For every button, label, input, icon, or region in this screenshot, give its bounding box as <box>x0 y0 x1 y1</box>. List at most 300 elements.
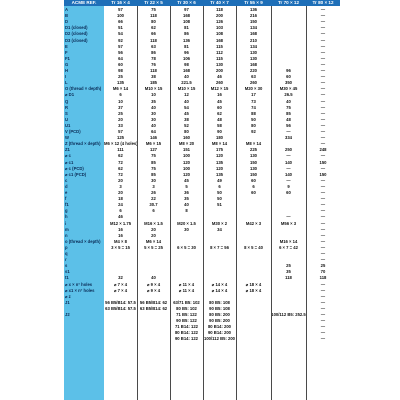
table-cell: 130 <box>250 55 257 61</box>
table-cell: 220 <box>250 68 257 73</box>
table-cell: — <box>320 312 326 317</box>
table-cell: 62 <box>118 165 123 171</box>
table-cell: — <box>320 251 326 256</box>
table-cell: 80 B5: 102 <box>176 305 197 311</box>
row-label: e <box>65 190 68 195</box>
row-label: Z1 <box>65 147 70 153</box>
table-cell: 80 <box>184 129 189 134</box>
table-cell: 63 <box>151 43 156 49</box>
table-cell: 22 <box>151 196 156 202</box>
table-cell: 80 B5: 108 <box>209 299 230 305</box>
row-label: ⌀ x × n° holes <box>65 281 93 287</box>
table-cell: 146 <box>150 135 157 141</box>
table-cell: 75 <box>286 104 291 110</box>
table-cell: — <box>320 287 326 293</box>
row-label: A <box>65 7 69 12</box>
table-cell: 100/112 B5: 252.5 <box>271 312 306 317</box>
table-cell: 136 <box>183 37 190 43</box>
column-header: Tr 80 × 12 <box>312 0 334 5</box>
table-cell: 70 <box>320 269 326 275</box>
table-cell: 90 B14: 200 <box>207 330 232 336</box>
table-cell: 3 <box>152 183 155 189</box>
table-cell: — <box>320 336 326 342</box>
table-cell: 118 <box>216 7 223 12</box>
table-cell: 63 <box>251 74 256 80</box>
table-cell: 10 <box>151 92 156 98</box>
table-cell: — <box>320 68 326 73</box>
table-cell: — <box>320 104 326 110</box>
table-cell: 62 <box>118 153 123 159</box>
table-cell: 25 <box>286 263 291 269</box>
table-cell: 6 <box>252 183 255 189</box>
table-cell: 130 <box>250 165 257 171</box>
row-label <box>65 336 104 342</box>
table-cell: 66 <box>151 31 156 37</box>
table-cell: 38 <box>151 74 156 80</box>
table-cell: 115 <box>216 43 223 49</box>
table-cell: 63 B5/B14: 57.5 <box>105 305 136 311</box>
table-cell: — <box>286 214 291 220</box>
table-cell: M8 × 14 <box>245 141 262 147</box>
row-label: f1 <box>65 202 69 208</box>
row-label: B <box>65 13 69 19</box>
table-cell: 30.7 <box>149 202 158 208</box>
table-cell: 62 <box>217 110 222 116</box>
table-cell: 135 <box>216 171 223 177</box>
column-divider <box>236 6 237 400</box>
table-cell: — <box>320 202 326 208</box>
table-cell: 76 <box>151 61 156 67</box>
table-cell: 8 × 7 = 56 <box>210 244 229 250</box>
table-cell: — <box>320 49 326 55</box>
table-cell: 38 <box>184 116 189 122</box>
row-label: s1 <box>65 269 70 275</box>
table-cell: 92 <box>118 37 123 43</box>
table-cell: 52 <box>184 122 189 128</box>
table-cell: 100/112 B5: 200 <box>204 336 235 342</box>
table-cell: 130 <box>250 49 257 55</box>
table-cell: 168 <box>216 37 223 43</box>
table-cell: 20 <box>118 116 123 122</box>
column-divider <box>137 6 138 400</box>
table-cell: 48 <box>286 116 291 122</box>
table-cell: 40 <box>151 104 156 110</box>
table-cell: 6 × 7 = 42 <box>279 244 298 250</box>
table-cell: M10 × 15 <box>177 86 196 92</box>
table-cell: 40 <box>184 202 189 208</box>
row-label: c <box>65 177 68 183</box>
row-label: ⌀ z <box>65 293 71 299</box>
table-cell: 40 <box>151 275 156 281</box>
column-header: Tr 30 × 6 <box>177 0 196 5</box>
table-cell: 16 <box>118 226 123 232</box>
table-cell: M20 × 1.5 <box>177 220 196 226</box>
table-cell: 126 <box>216 19 223 25</box>
table-cell: 63 B5/B14: 62 <box>139 305 168 311</box>
table-cell: 5 <box>185 183 188 189</box>
row-label: U <box>65 116 69 122</box>
table-cell: — <box>320 31 326 37</box>
table-cell: 100 <box>183 153 190 159</box>
table-cell: 56 <box>118 49 123 55</box>
table-cell: — <box>320 238 326 244</box>
table-cell: 150 <box>250 171 257 177</box>
table-cell: 46 <box>217 74 222 80</box>
table-cell: 225 <box>250 147 257 153</box>
table-cell: 160 <box>183 135 190 141</box>
table-cell: 134 <box>250 25 257 31</box>
table-cell: M8 × 14 <box>211 141 228 147</box>
table-cell: M12 × 1.75 <box>109 220 132 226</box>
table-cell: 16 <box>118 232 123 238</box>
table-cell: ⌀ 18 × 4 <box>245 287 262 293</box>
table-cell: 200 <box>216 68 223 73</box>
table-cell: ⌀ 11 × 4 <box>178 287 195 293</box>
table-cell: 30 <box>184 226 189 232</box>
row-label: I <box>65 74 67 80</box>
table-cell: 6 × 5 = 30 <box>177 244 196 250</box>
table-cell: 60 <box>251 177 256 183</box>
table-cell: 50 <box>217 190 222 195</box>
table-cell: 56 B5/B14: 57.5 <box>105 299 136 305</box>
catalog-table <box>64 0 340 400</box>
table-cell: 103 <box>216 25 223 31</box>
table-cell: — <box>320 141 326 147</box>
table-cell: 135 <box>216 159 223 165</box>
column-divider <box>271 6 272 400</box>
table-cell: 97 <box>184 7 189 12</box>
header-unit-label: ACME REF. <box>71 0 97 5</box>
table-cell: M6 × 14 <box>145 238 162 244</box>
table-cell: 9 <box>287 183 290 189</box>
table-cell: — <box>320 153 326 159</box>
table-cell: 140 <box>285 159 292 165</box>
row-label: d <box>65 183 68 189</box>
table-cell: 221.5 <box>181 80 192 86</box>
row-label: f <box>65 196 67 202</box>
table-cell: 75 <box>151 153 156 159</box>
table-cell: 60 <box>217 104 222 110</box>
table-row <box>64 336 340 342</box>
table-cell: — <box>320 116 326 122</box>
table-cell: 25 <box>118 74 123 80</box>
table-cell: — <box>320 226 326 232</box>
table-cell: 36 <box>184 190 189 195</box>
table-cell: 78 <box>151 55 156 61</box>
table-cell: — <box>320 232 326 238</box>
table-cell: 30 <box>151 177 156 183</box>
table-cell: 98 <box>118 68 123 73</box>
table-cell: 51 <box>118 25 123 31</box>
table-cell: 100 <box>183 165 190 171</box>
row-label: ⌀ c1 <box>65 159 74 165</box>
row-label: p <box>65 244 68 250</box>
table-cell: ⌀ 14 × 4 <box>211 287 228 293</box>
table-cell: — <box>320 324 326 330</box>
row-label: m <box>65 226 69 232</box>
row-label: W <box>65 135 69 141</box>
table-cell: 6 <box>218 183 221 189</box>
table-cell: M16 × 14 <box>279 238 298 244</box>
table-cell: M6 × 15 <box>145 141 162 147</box>
table-cell: 88 <box>251 110 256 116</box>
table-cell: 134 <box>250 43 257 49</box>
row-label: L <box>65 80 68 86</box>
table-cell: 248 <box>319 147 327 153</box>
table-cell: M30 × 45 <box>279 86 298 92</box>
table-cell: 35 <box>184 196 189 202</box>
row-label: o (thread × depth) <box>65 238 101 244</box>
table-cell: M6 × 12 (4 holes) <box>104 141 138 147</box>
row-label: ⌀ D1 <box>65 92 75 98</box>
row-label: F1 <box>65 55 70 61</box>
table-cell: — <box>320 244 326 250</box>
row-label: D1 (closed) <box>65 25 88 31</box>
table-header <box>64 0 340 6</box>
row-label: E <box>65 43 68 49</box>
table-cell: 60 <box>251 190 256 195</box>
table-cell: — <box>320 281 326 287</box>
table-cell: 35 <box>286 269 291 275</box>
table-cell: 64 <box>118 55 123 61</box>
table-cell: — <box>286 165 291 171</box>
table-cell: 5 × 5 = 25 <box>144 244 163 250</box>
table-cell: 210 <box>250 37 257 43</box>
table-cell: 118 <box>150 68 157 73</box>
table-cell: M10 × 15 <box>144 86 163 92</box>
table-cell: 40 <box>184 98 189 104</box>
table-cell: — <box>320 25 326 31</box>
table-cell: 3 <box>119 183 122 189</box>
table-cell: 57 <box>118 129 123 134</box>
row-label: V (PCD) <box>65 129 81 134</box>
table-cell: — <box>320 86 326 92</box>
row-label: D2 (closed) <box>65 31 88 37</box>
table-cell: 50 <box>251 116 256 122</box>
table-cell: 108 <box>183 19 190 25</box>
table-cell: — <box>320 92 326 98</box>
table-cell: 151 <box>183 147 190 153</box>
row-label: F <box>65 49 68 55</box>
table-cell: 26 <box>151 190 156 195</box>
row-label: S <box>65 110 68 116</box>
table-cell: 34 <box>217 226 222 232</box>
table-cell: 92 <box>251 129 256 134</box>
table-cell: 90 B5: 200 <box>209 318 230 324</box>
table-cell: 20 <box>151 226 156 232</box>
table-cell: 24 <box>118 202 123 208</box>
table-cell: 150 <box>250 159 257 165</box>
table-cell: 85 <box>286 110 291 116</box>
table-cell: 108 <box>216 31 223 37</box>
table-cell: — <box>320 37 326 43</box>
table-cell: 115 <box>216 55 223 61</box>
table-cell: 90 B5: 108 <box>209 305 230 311</box>
table-cell: 35 <box>151 98 156 104</box>
table-cell: 334 <box>285 135 292 141</box>
table-cell: 118 <box>319 275 327 281</box>
table-cell: 60 <box>286 190 291 195</box>
table-cell: — <box>320 220 326 226</box>
row-label: O (thread × depth) <box>65 86 102 92</box>
table-cell: 45 <box>184 177 189 183</box>
table-cell: 25 <box>118 110 123 116</box>
table-cell: 57 <box>118 43 123 49</box>
table-cell <box>236 336 271 342</box>
table-cell: M30 × 2 <box>211 220 228 226</box>
column-divider <box>203 6 204 400</box>
table-cell: 18 <box>118 196 123 202</box>
table-cell: 127 <box>150 147 157 153</box>
table-cell: 85 <box>151 171 156 177</box>
row-label: H <box>65 68 69 73</box>
table-cell: M16 × 1.5 <box>144 220 163 226</box>
table-cell: 81 <box>184 43 189 49</box>
table-cell: — <box>286 129 291 134</box>
table-cell: 98 <box>184 61 189 67</box>
table-cell: 6 <box>119 92 122 98</box>
table-cell: 40 <box>151 122 156 128</box>
column-header: Tr 55 × 9 <box>244 0 263 5</box>
table-cell: 216 <box>250 13 257 19</box>
table-cell: 120 <box>216 153 223 159</box>
table-cell: 85 <box>151 159 156 165</box>
column-divider <box>306 6 307 400</box>
table-cell: 26.5 <box>284 92 293 98</box>
table-cell: 74 <box>251 104 256 110</box>
table-cell: 130 <box>216 61 223 67</box>
table-cell <box>271 336 306 342</box>
table-cell: 350 <box>285 80 292 86</box>
row-label: i <box>65 220 67 226</box>
table-cell: 175 <box>216 147 223 153</box>
table-cell: — <box>320 110 326 116</box>
table-cell: — <box>320 7 326 12</box>
table-cell: ⌀ 18 × 4 <box>245 281 262 287</box>
table-cell: 90 B5: 122 <box>176 318 197 324</box>
table-cell: ⌀ 9 × 4 <box>146 281 161 287</box>
row-label: q <box>65 251 68 256</box>
table-cell: — <box>320 196 326 202</box>
table-cell: 260 <box>250 80 257 86</box>
table-cell: — <box>320 214 326 220</box>
table-cell: — <box>286 153 291 159</box>
table-cell: 37 <box>118 104 123 110</box>
table-cell <box>137 336 170 342</box>
table-cell: 40 <box>184 74 189 80</box>
table-cell: 60 <box>286 74 291 80</box>
table-cell: 136 <box>250 7 257 12</box>
table-cell: 49 <box>217 177 222 183</box>
table-cell: 86 <box>184 31 189 37</box>
table-cell: 168 <box>183 68 190 73</box>
table-cell: — <box>320 13 326 19</box>
table-cell: 66 <box>118 19 123 25</box>
row-label: D3 (closed) <box>65 37 88 43</box>
table-cell: — <box>320 318 326 324</box>
table-cell: 10 <box>118 98 123 104</box>
table-cell: 80 B5: 200 <box>209 312 230 317</box>
row-label: s <box>65 263 68 269</box>
table-cell: 56 B5/B14: 62 <box>139 299 168 305</box>
table-cell: 80 <box>151 19 156 25</box>
table-cell: 75 <box>151 165 156 171</box>
table-cell: 51 <box>217 202 222 208</box>
table-cell: 64 <box>151 129 156 134</box>
table-cell: ⌀ 11 × 4 <box>178 281 195 287</box>
table-cell: — <box>320 80 326 86</box>
row-label: ⌀ c (PCD) <box>65 165 84 171</box>
table-cell: 20 <box>118 190 123 195</box>
row-label: Q <box>65 98 69 104</box>
table-cell: 86 <box>151 49 156 55</box>
table-cell: 118 <box>150 13 157 19</box>
table-cell: 118 <box>285 275 292 281</box>
table-cell: — <box>286 177 291 183</box>
table-cell: 71 B14: 122 <box>174 324 199 330</box>
column-header: Tr 22 × 5 <box>144 0 163 5</box>
table-cell: — <box>320 129 326 134</box>
table-cell: 130 <box>250 153 257 159</box>
table-cell: 17 <box>251 92 256 98</box>
table-cell: — <box>320 257 326 263</box>
table-cell: 20 <box>151 232 156 238</box>
table-cell: 62 <box>151 25 156 31</box>
table-cell: 6 <box>152 208 155 214</box>
table-cell: 200 <box>216 13 223 19</box>
table-cell: — <box>320 305 326 311</box>
table-cell: 40 <box>286 98 291 104</box>
table-cell: 111 <box>117 147 124 153</box>
row-label: ⌀ c1 (PCD) <box>65 171 87 177</box>
table-cell: 48 <box>217 116 222 122</box>
table-cell: 106 <box>183 55 190 61</box>
table-cell: M6 × 14 <box>112 86 129 92</box>
table-cell: — <box>320 299 326 305</box>
table-cell: 140 <box>285 171 292 177</box>
table-cell: 168 <box>250 31 257 37</box>
table-cell: 260 <box>216 80 223 86</box>
table-cell: 150 <box>319 171 327 177</box>
table-cell: M56 × 3 <box>280 220 297 226</box>
table-cell: 72 <box>118 171 123 177</box>
table-cell: — <box>320 43 326 49</box>
table-cell: 50 <box>217 196 222 202</box>
table-cell: 54 <box>184 104 189 110</box>
table-cell: — <box>320 183 326 189</box>
table-cell: 71 B5: 122 <box>176 312 197 317</box>
table-cell: 80 B14: 200 <box>207 324 232 330</box>
row-label: n <box>65 232 68 238</box>
row-label: h <box>65 214 68 220</box>
table-cell: 100 <box>117 13 124 19</box>
table-cell: — <box>320 55 326 61</box>
table-cell: 73 <box>251 98 256 104</box>
table-cell: 72 <box>118 159 123 165</box>
table-cell: 63/71 B5: 102 <box>173 299 200 305</box>
row-label: g <box>65 208 68 214</box>
table-cell: 135 <box>117 80 124 86</box>
table-cell: ⌀ 7 × 4 <box>113 281 128 287</box>
table-cell: 46 <box>118 214 123 220</box>
table-cell: 168 <box>250 61 257 67</box>
column-divider <box>170 6 171 400</box>
table-cell: 180 <box>216 135 223 141</box>
table-cell: 75 <box>151 7 156 12</box>
table-cell: 185 <box>150 80 157 86</box>
table-cell: ⌀ 7 × 4 <box>113 287 128 293</box>
table-cell: M20 × 30 <box>244 86 263 92</box>
